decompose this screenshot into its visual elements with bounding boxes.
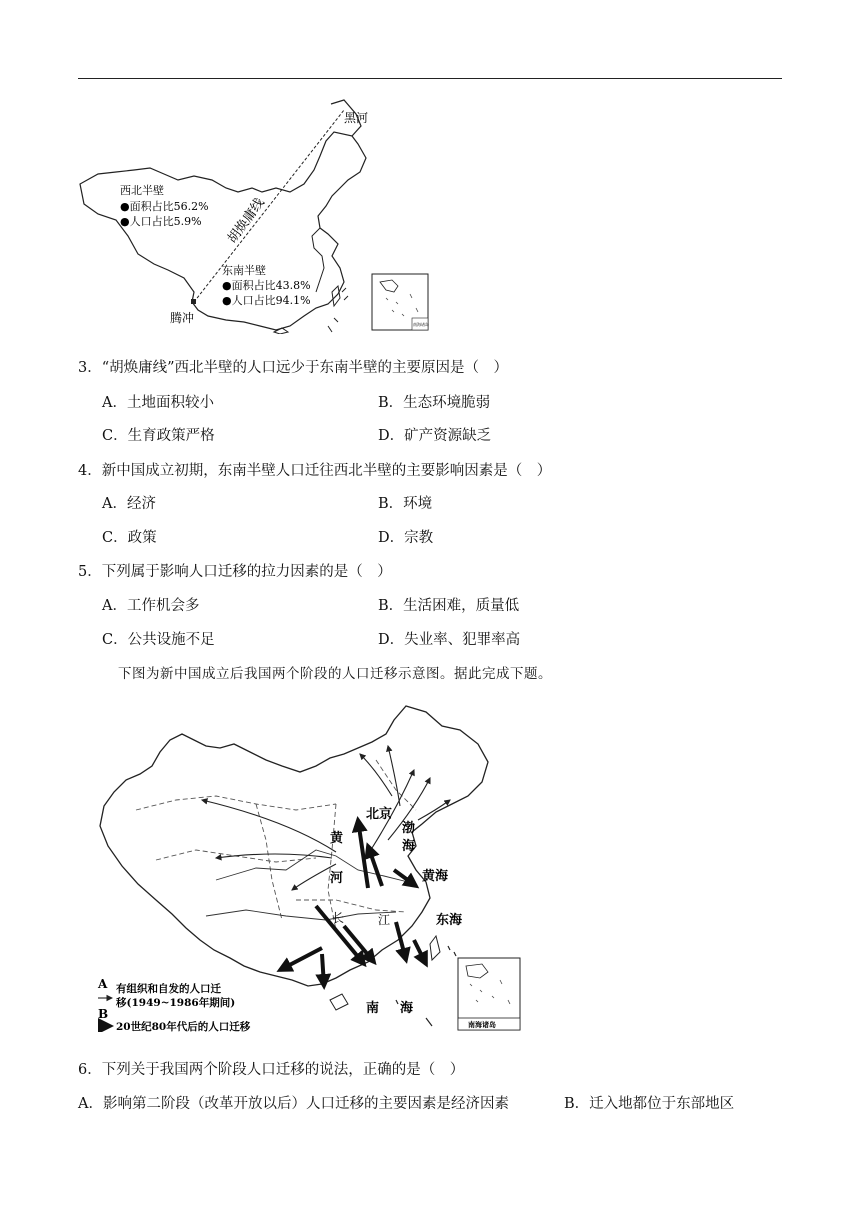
legend-b-letter: B xyxy=(98,1007,109,1021)
question-4-stem: 4．新中国成立初期，东南半壁人口迁往西北半壁的主要影响因素是（ ） xyxy=(78,463,552,479)
arrow-b xyxy=(358,820,368,888)
arrow-a xyxy=(216,854,332,858)
rivers xyxy=(206,850,408,920)
south-china-sea-inset xyxy=(458,958,520,1030)
arrow-b xyxy=(368,846,382,886)
arrow-b xyxy=(280,948,322,970)
beijing-label: 北京 xyxy=(366,807,393,822)
type-a-arrows xyxy=(202,746,450,890)
southeast-title: 东南半壁 xyxy=(222,264,266,277)
inset-label: 南海诸岛 xyxy=(468,1020,496,1029)
question-4-option-a[interactable]: A．经济 xyxy=(102,496,156,512)
hainan-island xyxy=(330,994,348,1010)
question-3-option-d[interactable]: D．矿产资源缺乏 xyxy=(378,428,492,444)
changjiang-label-1: 长 xyxy=(332,911,345,925)
yellow-river-label-2: 河 xyxy=(330,871,344,886)
figure-intro: 下图为新中国成立后我国两个阶段的人口迁移示意图。据此完成下题。 xyxy=(118,666,552,682)
arrow-b xyxy=(394,870,416,886)
nanhai-label-1: 南 xyxy=(366,1001,380,1016)
question-4-option-b[interactable]: B．环境 xyxy=(378,496,433,512)
northwest-area: ●面积占比56.2% xyxy=(120,200,209,213)
taiwan-island xyxy=(430,936,440,960)
hainan-island xyxy=(274,328,288,334)
question-3-option-c[interactable]: C．生育政策严格 xyxy=(102,428,215,444)
question-5-option-c[interactable]: C．公共设施不足 xyxy=(102,632,215,648)
changjiang-label-2: 江 xyxy=(378,913,391,927)
question-6-option-a[interactable]: A．影响第二阶段（改革开放以后）人口迁移的主要因素是经济因素 xyxy=(78,1096,509,1112)
bohai-label-2: 海 xyxy=(402,839,416,854)
hu-line xyxy=(194,110,344,302)
inset-label: 南海诸岛 xyxy=(413,322,429,327)
question-6-option-b[interactable]: B．迁入地都位于东部地区 xyxy=(564,1096,735,1112)
northwest-pop: ●人口占比5.9% xyxy=(120,215,202,228)
question-3-option-a[interactable]: A．土地面积较小 xyxy=(102,395,214,411)
northwest-title: 西北半壁 xyxy=(120,184,164,197)
tengchong-label: 腾冲 xyxy=(170,311,195,325)
nanhai-label-2: 海 xyxy=(400,1001,414,1016)
coastline-detail xyxy=(312,228,324,292)
bohai-label-1: 渤 xyxy=(402,821,416,836)
question-6-stem: 6．下列关于我国两个阶段人口迁移的说法，正确的是（ ） xyxy=(78,1062,465,1078)
legend-a-text-1: 有组织和自发的人口迁 xyxy=(116,983,221,995)
legend-a-text-2: 移(1949~1986年期间) xyxy=(116,997,236,1009)
question-3-stem: 3．“胡焕庸线”西北半壁的人口远少于东南半壁的主要原因是（ ） xyxy=(78,360,509,376)
southeast-pop: ●人口占比94.1% xyxy=(222,294,311,307)
arrow-a xyxy=(418,800,450,820)
yellow-river-label-1: 黄 xyxy=(330,831,344,846)
question-5-option-a[interactable]: A．工作机会多 xyxy=(102,598,200,614)
arrow-a xyxy=(202,800,336,852)
arrow-a xyxy=(388,746,400,806)
question-5-stem: 5．下列属于影响人口迁移的拉力因素的是（ ） xyxy=(78,564,392,580)
heihe-label: 黑河 xyxy=(344,111,369,125)
tengchong-marker xyxy=(191,299,196,304)
hu-line-map xyxy=(76,96,436,334)
question-4-option-d[interactable]: D．宗教 xyxy=(378,530,434,546)
hu-line-label: 胡焕庸线 xyxy=(225,195,268,247)
south-china-sea-inset xyxy=(372,274,429,330)
legend xyxy=(97,977,251,1032)
southeast-area: ●面积占比43.8% xyxy=(222,279,311,292)
arrow-b xyxy=(322,954,324,986)
huanghai-label: 黄海 xyxy=(422,869,449,884)
header-rule xyxy=(78,78,782,79)
question-5-option-b[interactable]: B．生活困难，质量低 xyxy=(378,598,520,614)
arrow-b xyxy=(414,940,426,964)
question-5-option-d[interactable]: D．失业率、犯罪率高 xyxy=(378,632,521,648)
question-3-option-b[interactable]: B．生态环境脆弱 xyxy=(378,395,491,411)
question-4-option-c[interactable]: C．政策 xyxy=(102,530,157,546)
legend-a-letter: A xyxy=(98,977,108,991)
donghai-label: 东海 xyxy=(436,913,463,928)
migration-map xyxy=(96,700,528,1032)
legend-b-text: 20世纪80年代后的人口迁移 xyxy=(116,1021,251,1032)
